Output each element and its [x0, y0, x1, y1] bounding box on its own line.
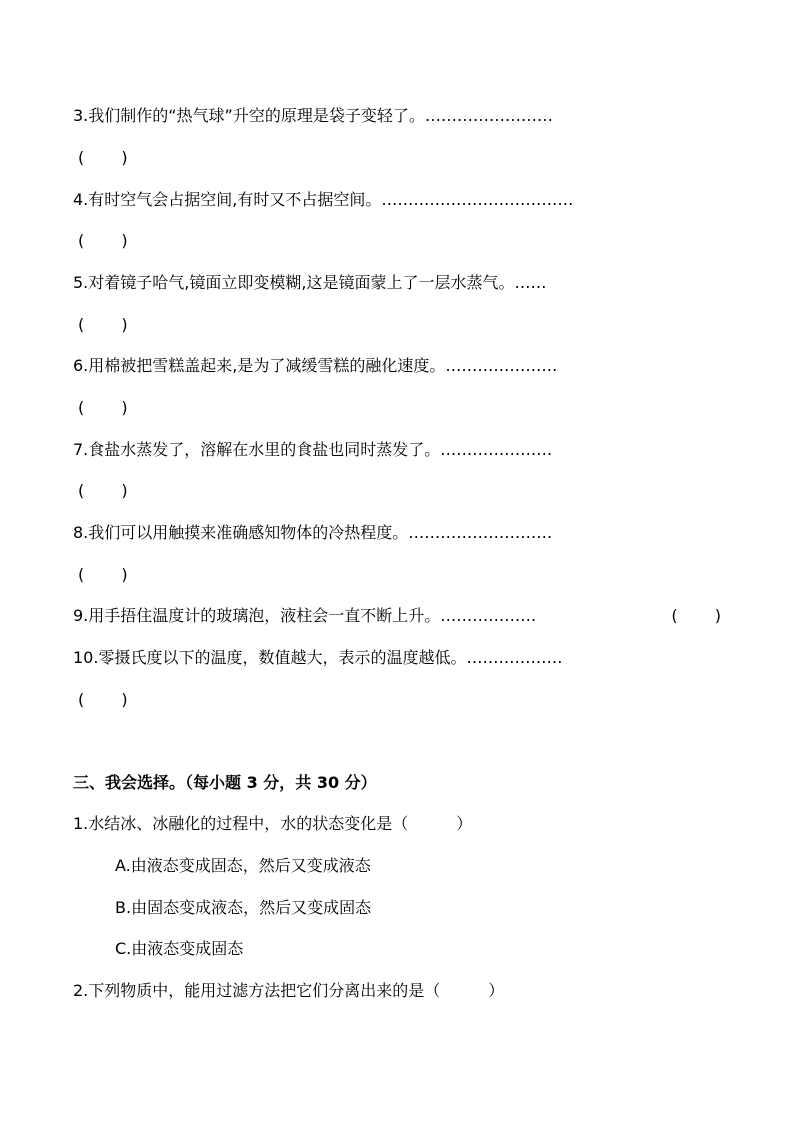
answer-blank-10[interactable]: ( ) [78, 690, 128, 709]
tf-item-4: 4.有时空气会占据空间,有时又不占据空间。……………………………… [73, 190, 574, 209]
mc-question-1: 1.水结冰、冰融化的过程中，水的状态变化是（ ） [73, 814, 473, 833]
tf-item-7: 7.食盐水蒸发了，溶解在水里的食盐也同时蒸发了。………………… [73, 440, 553, 459]
answer-blank-3[interactable]: ( ) [78, 148, 128, 167]
tf-item-5: 5.对着镜子哈气,镜面立即变模糊,这是镜面蒙上了一层水蒸气。…… [73, 273, 547, 292]
tf-item-6: 6.用棉被把雪糕盖起来,是为了减缓雪糕的融化速度。………………… [73, 356, 558, 375]
answer-blank-6[interactable]: ( ) [78, 398, 128, 417]
section-3-heading: 三、我会选择。（每小题 3 分，共 30 分） [73, 773, 377, 792]
mc-question-1-option-b[interactable]: B.由固态变成液态，然后又变成固态 [115, 898, 372, 917]
tf-item-8: 8.我们可以用触摸来准确感知物体的冷热程度。……………………… [73, 523, 553, 542]
answer-blank-9[interactable]: ( ) [671, 606, 721, 625]
answer-blank-7[interactable]: ( ) [78, 481, 128, 500]
answer-blank-5[interactable]: ( ) [78, 315, 128, 334]
tf-item-9-row [73, 605, 721, 627]
mc-question-1-option-c[interactable]: C.由液态变成固态 [115, 939, 244, 958]
tf-item-3: 3.我们制作的“热气球”升空的原理是袋子变轻了。…………………… [73, 106, 553, 125]
mc-question-2: 2.下列物质中，能用过滤方法把它们分离出来的是（ ） [73, 981, 505, 1000]
mc-question-1-option-a[interactable]: A.由液态变成固态，然后又变成液态 [115, 856, 371, 875]
tf-item-9: 9.用手捂住温度计的玻璃泡，液柱会一直不断上升。……………… [73, 606, 537, 625]
tf-item-10: 10.零摄氏度以下的温度，数值越大，表示的温度越低。……………… [73, 648, 563, 667]
answer-blank-8[interactable]: ( ) [78, 565, 128, 584]
answer-blank-4[interactable]: ( ) [78, 231, 128, 250]
